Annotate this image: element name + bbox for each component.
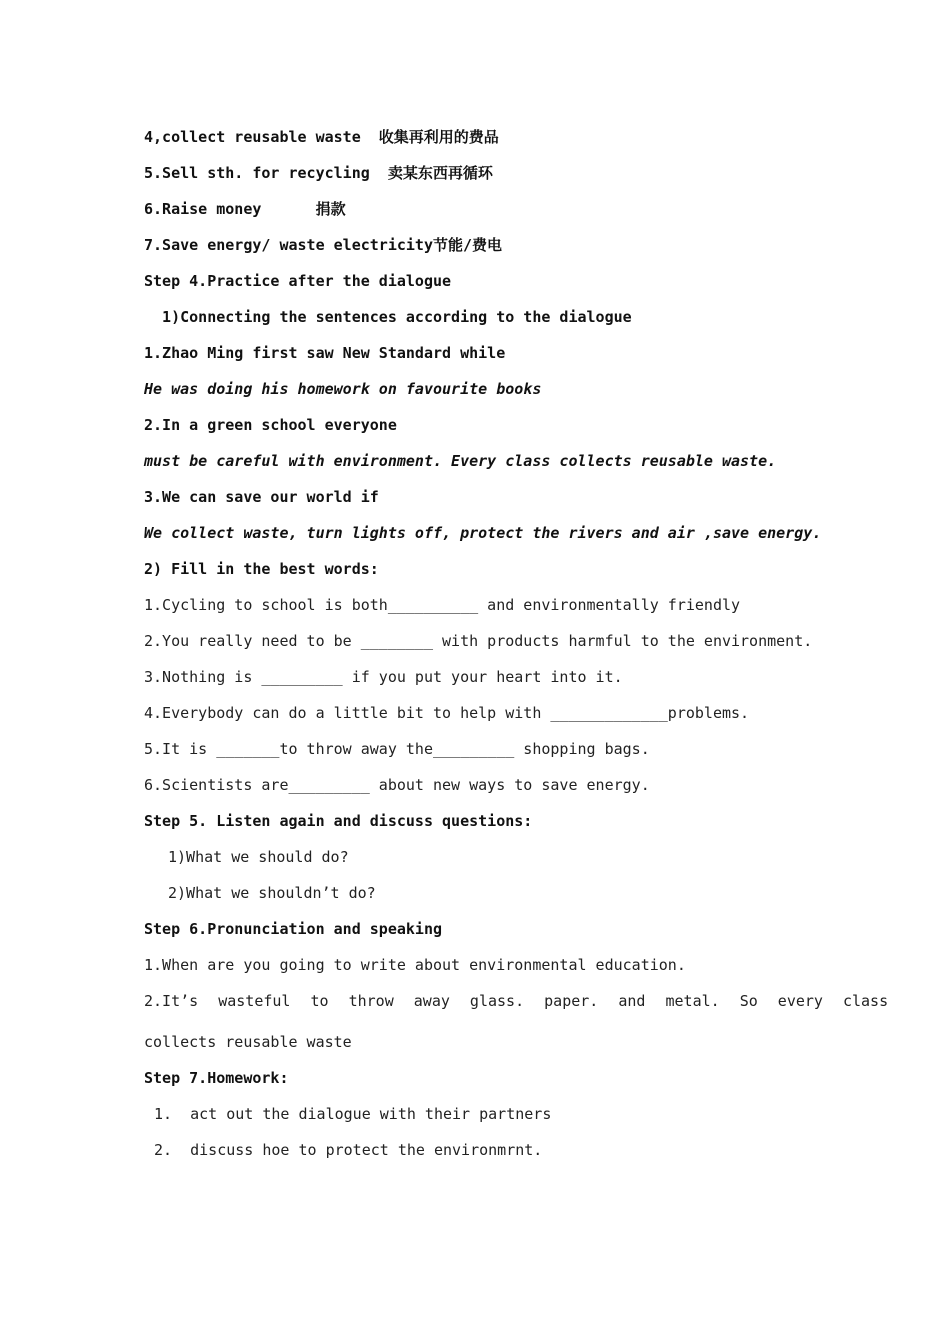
step7-title: Step 7.Homework: xyxy=(144,1069,289,1087)
homework-item-1: 1. act out the dialogue with their partners xyxy=(154,1105,552,1123)
step5-question-1: 1)What we should do? xyxy=(168,848,349,866)
vocab-line-4: 4,collect reusable waste 收集再利用的费品 xyxy=(144,128,499,146)
fill-item-1: 1.Cycling to school is both__________ and environmentally friendly xyxy=(144,596,741,614)
connect-answer-3: We collect waste, turn lights off, protect the rivers and air ,save energy. xyxy=(144,524,822,542)
fill-item-4: 4.Everybody can do a little bit to help with _____________problems. xyxy=(144,704,750,722)
connect-question-1: 1.Zhao Ming first saw New Standard while xyxy=(144,344,506,362)
step6-line-1: 1.When are you going to write about environmental education. xyxy=(144,956,686,974)
connect-answer-2: must be careful with environment. Every class collects reusable waste. xyxy=(144,452,777,470)
fill-item-3: 3.Nothing is _________ if you put your heart into it. xyxy=(144,668,623,686)
step4-part2-title: 2) Fill in the best words: xyxy=(144,560,379,578)
connect-question-3: 3.We can save our world if xyxy=(144,488,379,506)
connect-question-2: 2.In a green school everyone xyxy=(144,416,397,434)
vocab-line-5: 5.Sell sth. for recycling 卖某东西再循环 xyxy=(144,164,493,182)
vocab-line-7: 7.Save energy/ waste electricity节能/费电 xyxy=(144,236,503,254)
step6-title: Step 6.Pronunciation and speaking xyxy=(144,920,443,938)
step5-question-2: 2)What we shouldn’t do? xyxy=(168,884,376,902)
connect-answer-1: He was doing his homework on favourite books xyxy=(144,380,542,398)
fill-item-5: 5.It is _______to throw away the_________ shopping bags. xyxy=(144,740,650,758)
vocab-line-6: 6.Raise money 捐款 xyxy=(144,200,346,218)
step4-title: Step 4.Practice after the dialogue xyxy=(144,272,452,290)
step4-part1-title: 1)Connecting the sentences according to the dialogue xyxy=(144,308,632,326)
fill-item-2: 2.You really need to be ________ with products harmful to the environment. xyxy=(144,632,813,650)
step6-line-3: collects reusable waste xyxy=(144,1033,352,1051)
step6-line-2: 2.It’s wasteful to throw away glass. paper. and metal. So every class xyxy=(144,992,889,1010)
homework-item-2: 2. discuss hoe to protect the environmrnt. xyxy=(154,1141,543,1159)
step5-title: Step 5. Listen again and discuss questions: xyxy=(144,812,533,830)
fill-item-6: 6.Scientists are_________ about new ways to save energy. xyxy=(144,776,650,794)
